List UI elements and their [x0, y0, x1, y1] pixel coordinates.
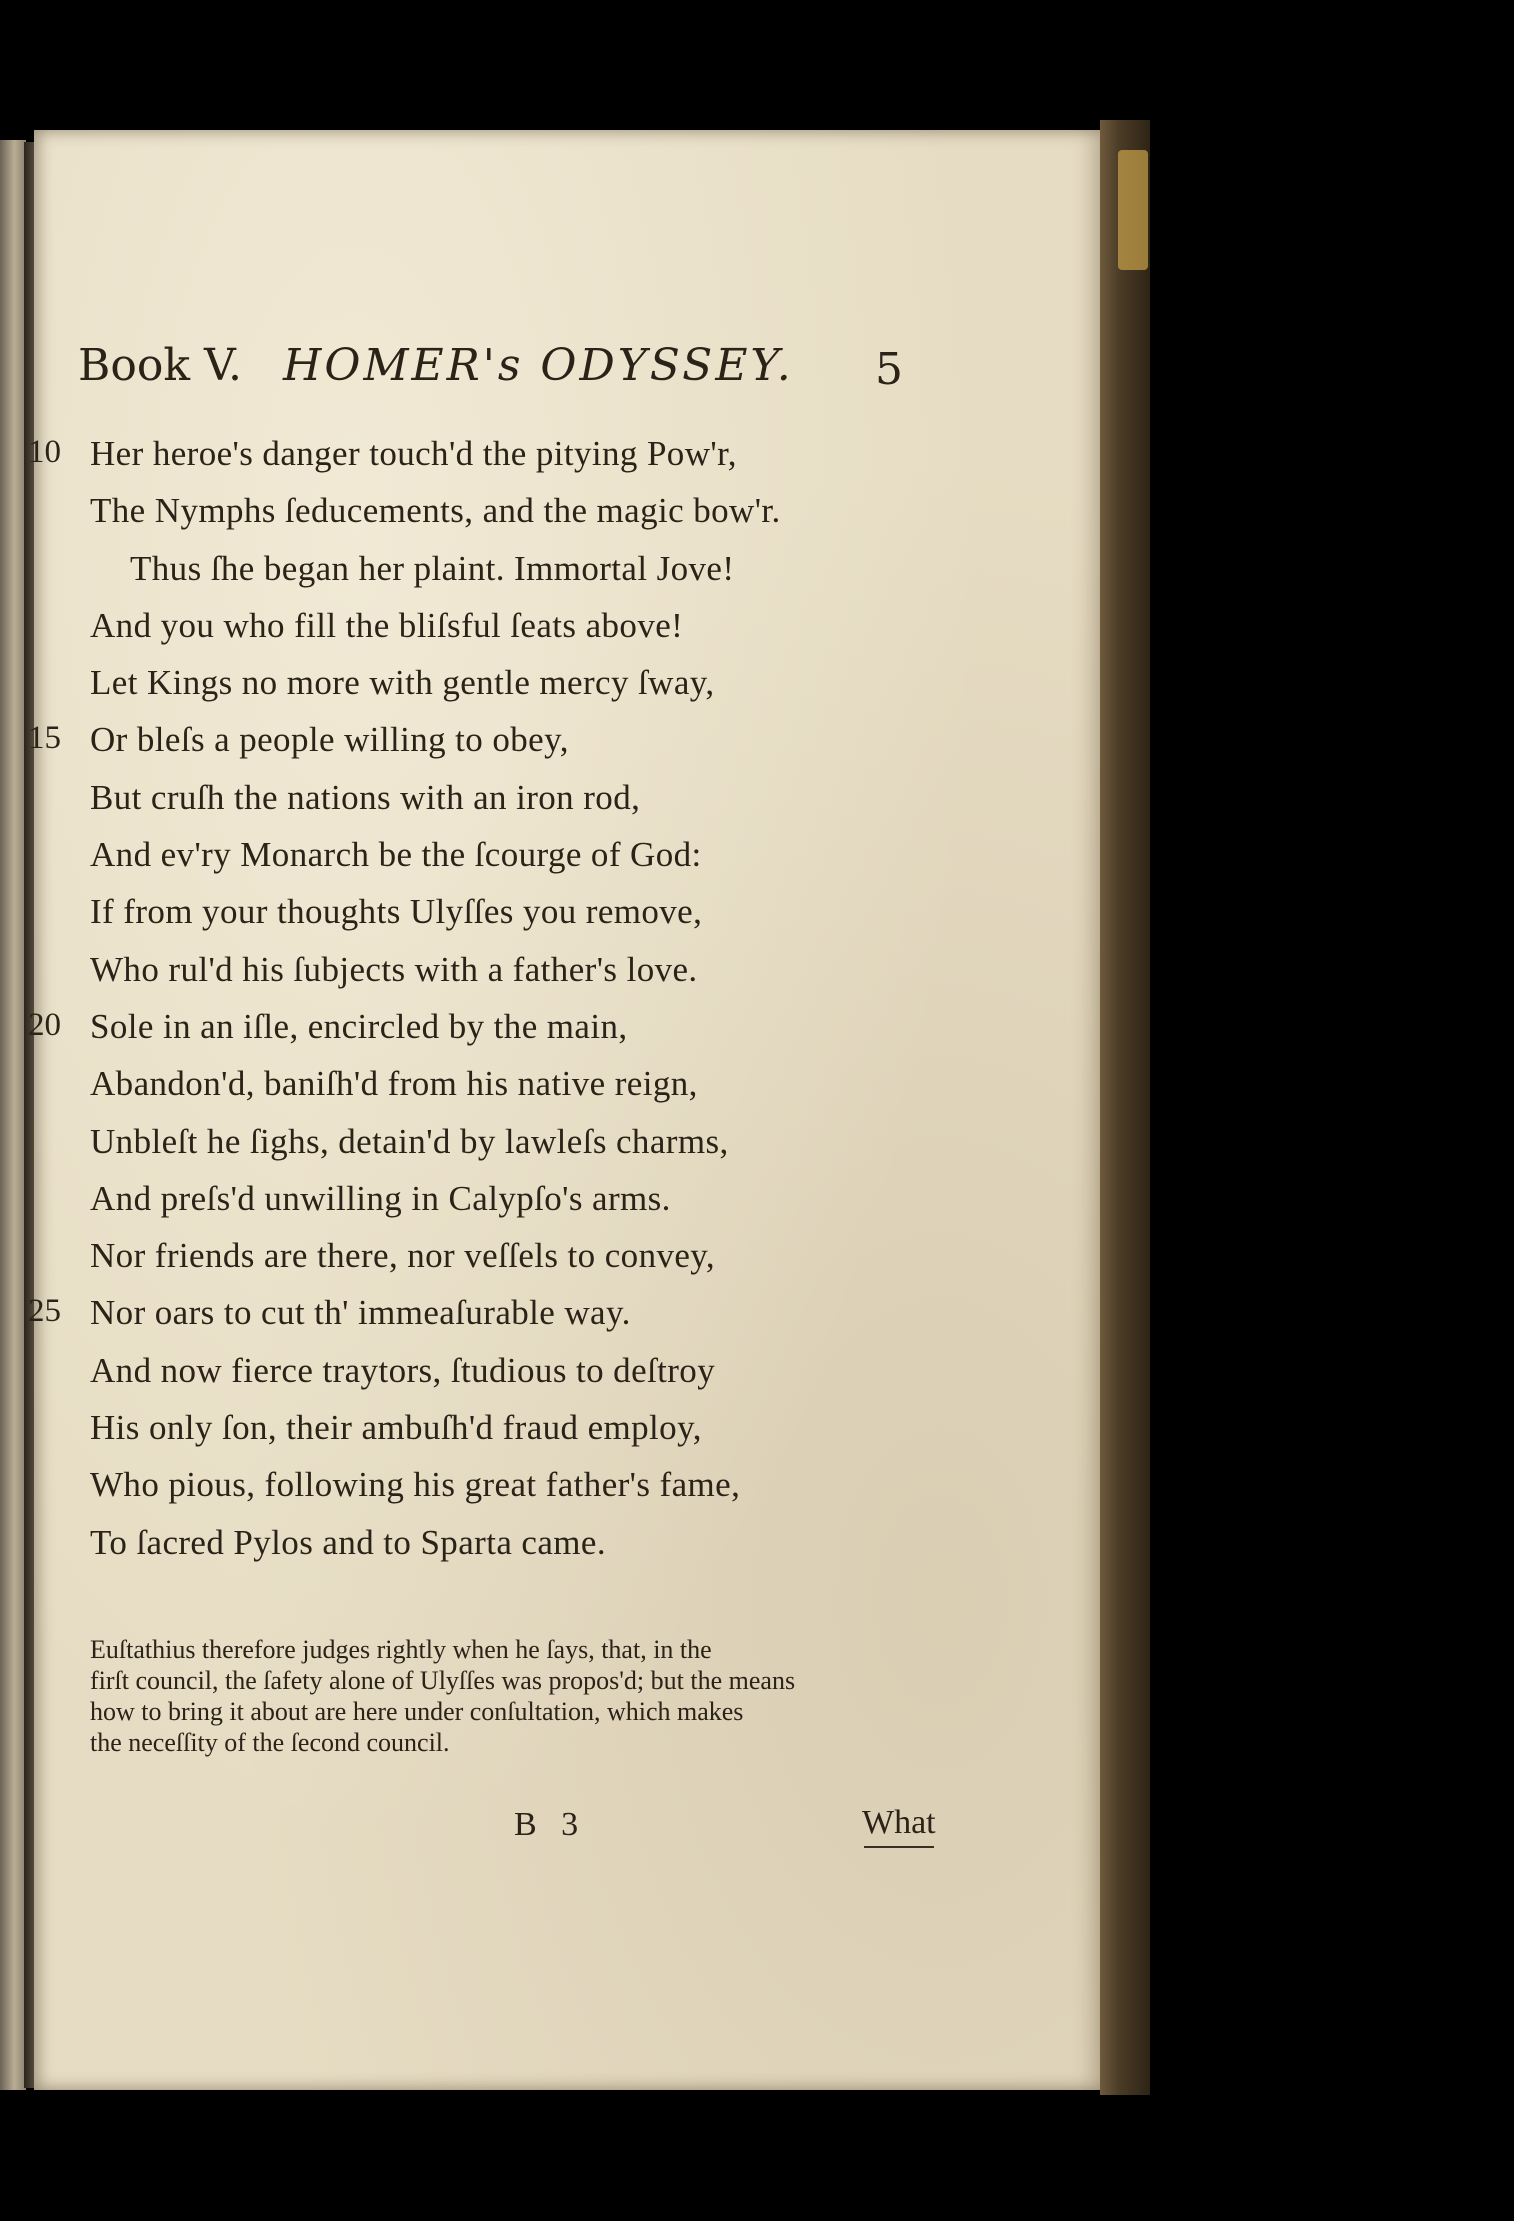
verse-line: [28, 892, 928, 949]
line-text: Sole in an iſle, encircled by the main,: [90, 1006, 628, 1046]
line-text: His only ſon, their ambuſh'd fraud employ,: [90, 1408, 702, 1448]
line-text: But cruſh the nations with an iron rod,: [90, 777, 641, 817]
facing-page-edge: [0, 140, 26, 2090]
line-text: Abandon'd, baniſh'd from his native reign,: [90, 1064, 698, 1104]
header-book: Book V.: [78, 340, 243, 391]
verse-line: [28, 491, 928, 548]
verse-line: [28, 606, 928, 663]
header-title: HOMER's ODYSSEY.: [283, 340, 794, 391]
verse-line: [28, 1408, 928, 1465]
line-number: 15: [28, 720, 61, 757]
line-text: Thus ſhe began her plaint. Immortal Jove!: [130, 548, 735, 588]
line-text: To ſacred Pylos and to Sparta came.: [90, 1522, 606, 1562]
verse-line: [28, 778, 928, 835]
verse-block: [28, 434, 928, 1580]
line-text: And ev'ry Monarch be the ſcourge of God:: [90, 835, 702, 875]
line-text: Who rul'd his ſubjects with a father's love.: [90, 949, 698, 989]
footnote-line: Euſtathius therefore judges rightly when he ſays, that, in the: [90, 1635, 712, 1664]
line-text: And you who fill the bliſsful ſeats above!: [90, 605, 684, 645]
footnote: [90, 1634, 950, 1758]
line-number: 20: [28, 1006, 61, 1043]
verse-line: [28, 549, 928, 606]
verse-line: [28, 950, 928, 1007]
line-text: And now fierce traytors, ſtudious to deſtroy: [90, 1350, 716, 1390]
line-number: 10: [28, 434, 61, 470]
line-text: Let Kings no more with gentle mercy ſway,: [90, 663, 715, 703]
verse-line: [28, 1064, 928, 1121]
line-number: 25: [28, 1293, 61, 1330]
verse-line: [28, 1179, 928, 1236]
spine-gilt-mark: [1118, 150, 1148, 270]
line-text: Who pious, following his great father's fame,: [90, 1465, 741, 1505]
running-header: [78, 340, 958, 410]
verse-line: [28, 1122, 928, 1179]
signature-mark: B 3: [514, 1806, 587, 1843]
footnote-line: the neceſſity of the ſecond council.: [90, 1728, 450, 1757]
verse-line: [28, 663, 928, 720]
line-text: Nor friends are there, nor veſſels to convey,: [90, 1236, 716, 1276]
line-text: Her heroe's danger touch'd the pitying Pow'r,: [90, 434, 737, 473]
catchword-underline: [864, 1846, 934, 1848]
line-text: If from your thoughts Ulyſſes you remove,: [90, 892, 703, 932]
verse-line: [28, 1351, 928, 1408]
line-text: The Nymphs ſeducements, and the magic bow'r.: [90, 491, 781, 531]
line-text: And preſs'd unwilling in Calypſo's arms.: [90, 1178, 671, 1218]
line-text: Unbleſt he ſighs, detain'd by lawleſs charms,: [90, 1121, 729, 1161]
footnote-line: how to bring it about are here under conſultation, which makes: [90, 1697, 744, 1726]
catchword: What: [862, 1804, 936, 1841]
verse-line: [28, 720, 928, 777]
line-text: Nor oars to cut th' immeaſurable way.: [90, 1293, 631, 1333]
verse-line: [28, 835, 928, 892]
verse-line: [28, 1293, 928, 1350]
footnote-line: firſt council, the ſafety alone of Ulyſſes was propos'd; but the means: [90, 1666, 796, 1695]
verse-line: [28, 1236, 928, 1293]
verse-line: [28, 1523, 928, 1580]
verse-line: [28, 434, 928, 491]
book-spine: [1100, 120, 1150, 2095]
page-number: 5: [875, 344, 903, 395]
verse-line: [28, 1465, 928, 1522]
line-text: Or bleſs a people willing to obey,: [90, 720, 569, 760]
verse-line: [28, 1007, 928, 1064]
